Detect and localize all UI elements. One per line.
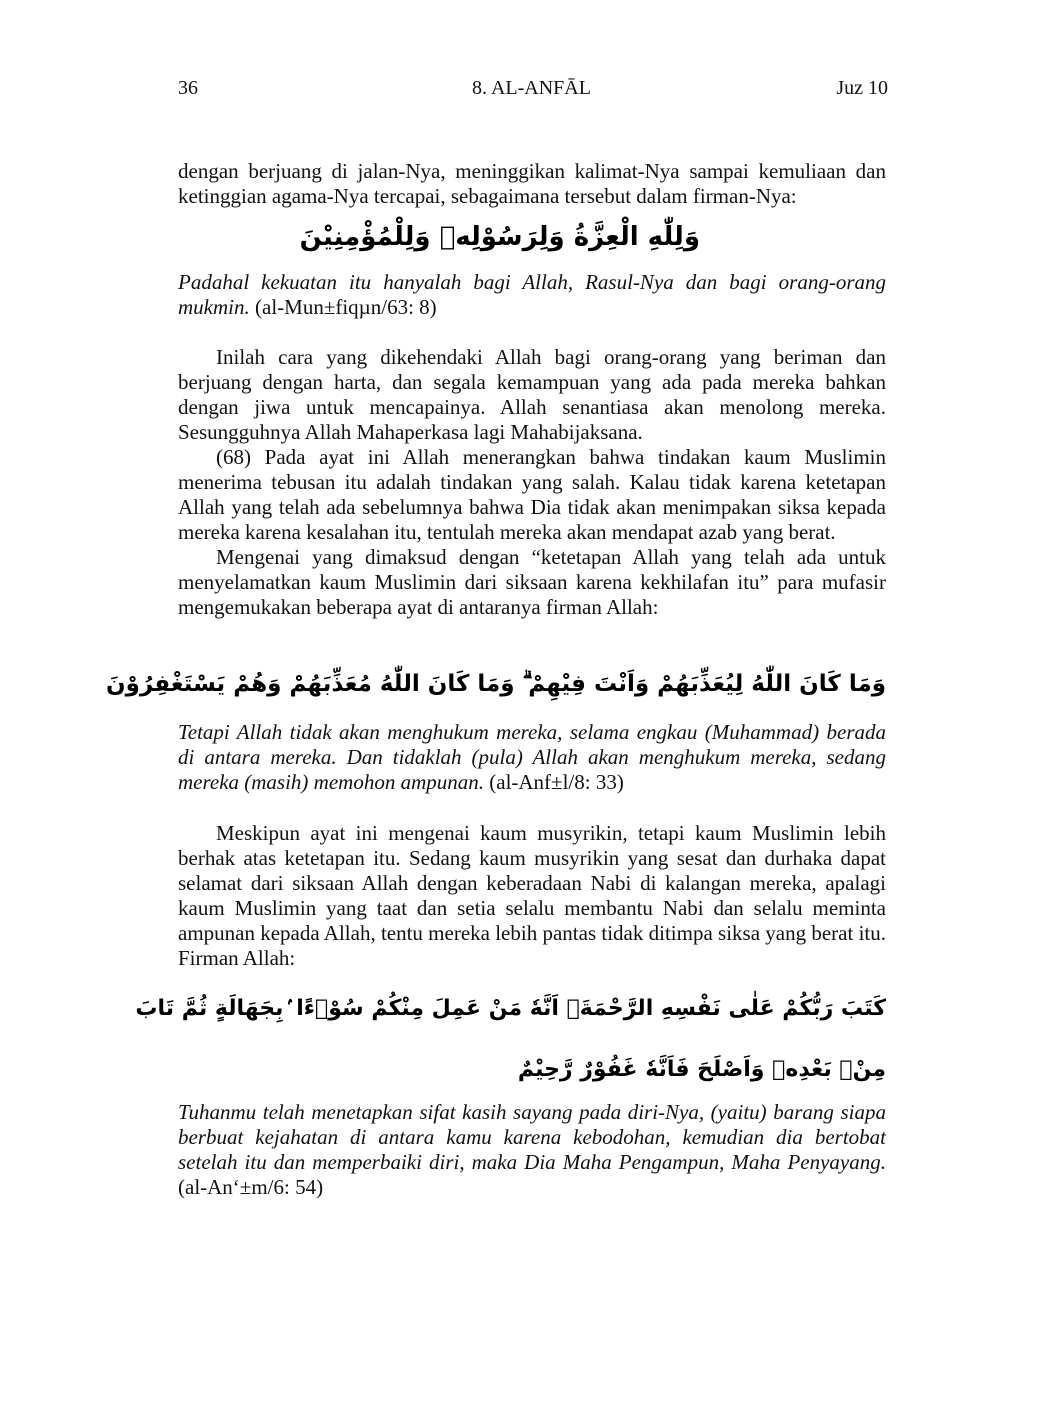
juz-label: Juz 10: [836, 77, 888, 99]
translation-text: Padahal kekuatan itu hanyalah bagi Allah, Rasul-Nya dan bagi orang-orang mukmin.: [178, 270, 886, 319]
verse-3-translation: [178, 1100, 886, 1200]
arabic-verse-1: وَلِلّٰهِ الْعِزَّةُ وَلِرَسُوْلِهٖ وَلِلْمُؤْمِنِيْنَ: [299, 222, 700, 252]
page-number: 36: [178, 77, 198, 99]
paragraph-text: Inilah cara yang dikehendaki Allah bagi orang-orang yang beriman dan berjuang dengan harta, dan segala kemampuan yang ada pada mereka bahkan dengan jiwa untuk mencapainya. Allah senantiasa akan menolong mereka. Sesungguhnya Allah Mahaperkasa lagi Mahabijaksana.: [178, 345, 886, 444]
paragraph-text: Mengenai yang dimaksud dengan “ketetapan Allah yang telah ada untuk menyelamatkan kaum Muslimin dari siksaan karena kekhilafan itu” para mufasir mengemukakan beberapa ayat di antaranya firman Allah:: [178, 545, 886, 619]
verse-reference: (al-Anf±l/8: 33): [489, 770, 624, 794]
arabic-verse-2: وَمَا كَانَ اللّٰهُ لِيُعَذِّبَهُمْ وَاَنْتَ فِيْهِمْ ۗ وَمَا كَانَ اللّٰهُ مُعَذِّبَهُمْ وَهُمْ يَسْتَغْفِرُوْنَ: [105, 671, 886, 697]
running-title: 8. AL-ANFĀL: [472, 77, 591, 99]
paragraph-verse-68: (68) Pada ayat ini Allah menerangkan bahwa tindakan kaum Muslimin menerima tebusan itu adalah tindakan yang salah. Kalau tidak karena ketetapan Allah yang telah ada sebelumnya bahwa Dia tidak akan menimpakan siksa kepada mereka karena kesalahan itu, tentulah mereka akan mendapat azab yang berat.: [178, 445, 886, 544]
verse-1-translation: [178, 270, 886, 320]
paragraph-text: dengan berjuang di jalan-Nya, meninggikan kalimat-Nya sampai kemuliaan dan ketinggian agama-Nya tercapai, sebagaimana tersebut dalam firman-Nya:: [178, 159, 886, 208]
translation-text: Tuhanmu telah menetapkan sifat kasih sayang pada diri-Nya, (yaitu) barang siapa berbuat kejahatan di antara kamu karena kebodohan, kemudian dia bertobat setelah itu dan memperbaiki diri, maka Dia Maha Pengampun, Maha Penyayang.: [178, 1100, 886, 1174]
paragraph-text: Meskipun ayat ini mengenai kaum musyrikin, tetapi kaum Muslimin lebih berhak atas ketetapan itu. Sedang kaum musyrikin yang sesat dan durhaka dapat selamat dari siksaan Allah dengan keberadaan Nabi di kalangan mereka, apalagi kaum Muslimin yang taat dan setia selalu membantu Nabi dan selalu meminta ampunan kepada Allah, tentu mereka lebih pantas tidak ditimpa siksa yang berat itu. Firman Allah:: [178, 821, 886, 970]
verse-2-translation: [178, 720, 886, 795]
paragraph-intro: [178, 159, 886, 209]
commentary-block-2: [178, 821, 886, 971]
commentary-block: [178, 345, 886, 620]
translation-text: Tetapi Allah tidak akan menghukum mereka, selama engkau (Muhammad) berada di antara mereka. Dan tidaklah (pula) Allah akan menghukum mereka, sedang mereka (masih) memohon ampunan.: [178, 720, 886, 794]
arabic-verse-3-line-1: كَتَبَ رَبُّكُمْ عَلٰى نَفْسِهِ الرَّحْمَةَۙ اَنَّهٗ مَنْ عَمِلَ مِنْكُمْ سُوْۤءًا ۢبِجَهَالَةٍ ثُمَّ تَابَ: [135, 996, 886, 1021]
arabic-verse-3-line-2: مِنْۢ بَعْدِهٖ وَاَصْلَحَ فَاَنَّهٗ غَفُوْرٌ رَّحِيْمٌ: [517, 1057, 886, 1082]
verse-reference: (al-An‘±m/6: 54): [178, 1175, 324, 1199]
verse-reference: (al-Mun±fiqµn/63: 8): [255, 295, 437, 319]
